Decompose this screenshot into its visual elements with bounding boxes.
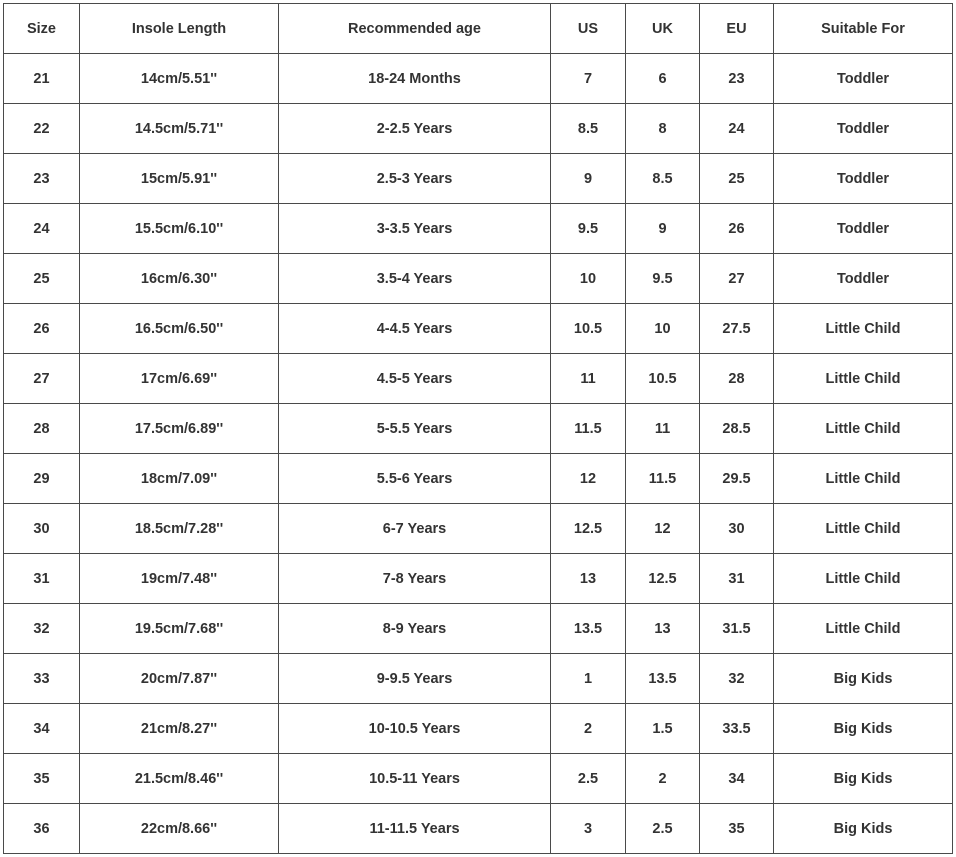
cell-us: 8.5 bbox=[551, 104, 626, 154]
table-row bbox=[4, 754, 953, 804]
cell-uk: 10 bbox=[626, 304, 700, 354]
cell-insole-length: 14.5cm/5.71'' bbox=[80, 104, 279, 154]
cell-size: 32 bbox=[4, 604, 80, 654]
cell-us: 2.5 bbox=[551, 754, 626, 804]
cell-us: 1 bbox=[551, 654, 626, 704]
column-header-size: Size bbox=[4, 4, 80, 54]
table-row bbox=[4, 604, 953, 654]
cell-suitable-for: Toddler bbox=[774, 54, 953, 104]
table-row bbox=[4, 704, 953, 754]
cell-eu: 35 bbox=[700, 804, 774, 854]
table-row bbox=[4, 554, 953, 604]
table-body bbox=[4, 54, 953, 854]
table-row bbox=[4, 304, 953, 354]
cell-insole-length: 17cm/6.69'' bbox=[80, 354, 279, 404]
cell-suitable-for: Big Kids bbox=[774, 754, 953, 804]
cell-insole-length: 17.5cm/6.89'' bbox=[80, 404, 279, 454]
cell-suitable-for: Big Kids bbox=[774, 704, 953, 754]
cell-recommended-age: 6-7 Years bbox=[279, 504, 551, 554]
cell-size: 36 bbox=[4, 804, 80, 854]
cell-us: 9 bbox=[551, 154, 626, 204]
cell-us: 3 bbox=[551, 804, 626, 854]
cell-eu: 34 bbox=[700, 754, 774, 804]
cell-recommended-age: 2.5-3 Years bbox=[279, 154, 551, 204]
cell-eu: 23 bbox=[700, 54, 774, 104]
cell-recommended-age: 11-11.5 Years bbox=[279, 804, 551, 854]
cell-insole-length: 14cm/5.51'' bbox=[80, 54, 279, 104]
cell-eu: 33.5 bbox=[700, 704, 774, 754]
cell-size: 35 bbox=[4, 754, 80, 804]
cell-uk: 10.5 bbox=[626, 354, 700, 404]
table-row bbox=[4, 404, 953, 454]
cell-uk: 12 bbox=[626, 504, 700, 554]
table-row bbox=[4, 254, 953, 304]
cell-uk: 9.5 bbox=[626, 254, 700, 304]
cell-recommended-age: 4-4.5 Years bbox=[279, 304, 551, 354]
cell-us: 7 bbox=[551, 54, 626, 104]
cell-size: 21 bbox=[4, 54, 80, 104]
cell-insole-length: 21.5cm/8.46'' bbox=[80, 754, 279, 804]
cell-size: 23 bbox=[4, 154, 80, 204]
cell-us: 9.5 bbox=[551, 204, 626, 254]
column-header-eu: EU bbox=[700, 4, 774, 54]
cell-eu: 31.5 bbox=[700, 604, 774, 654]
cell-recommended-age: 10.5-11 Years bbox=[279, 754, 551, 804]
cell-eu: 26 bbox=[700, 204, 774, 254]
table-row bbox=[4, 454, 953, 504]
cell-size: 28 bbox=[4, 404, 80, 454]
cell-suitable-for: Big Kids bbox=[774, 804, 953, 854]
cell-us: 11.5 bbox=[551, 404, 626, 454]
cell-suitable-for: Little Child bbox=[774, 454, 953, 504]
cell-insole-length: 22cm/8.66'' bbox=[80, 804, 279, 854]
cell-suitable-for: Toddler bbox=[774, 104, 953, 154]
cell-suitable-for: Little Child bbox=[774, 554, 953, 604]
cell-recommended-age: 5.5-6 Years bbox=[279, 454, 551, 504]
table-row bbox=[4, 354, 953, 404]
cell-suitable-for: Big Kids bbox=[774, 654, 953, 704]
cell-recommended-age: 8-9 Years bbox=[279, 604, 551, 654]
table-row bbox=[4, 204, 953, 254]
cell-suitable-for: Toddler bbox=[774, 154, 953, 204]
cell-recommended-age: 9-9.5 Years bbox=[279, 654, 551, 704]
cell-suitable-for: Little Child bbox=[774, 354, 953, 404]
cell-uk: 9 bbox=[626, 204, 700, 254]
cell-uk: 13 bbox=[626, 604, 700, 654]
cell-eu: 32 bbox=[700, 654, 774, 704]
cell-size: 29 bbox=[4, 454, 80, 504]
cell-size: 27 bbox=[4, 354, 80, 404]
cell-recommended-age: 3-3.5 Years bbox=[279, 204, 551, 254]
cell-eu: 27 bbox=[700, 254, 774, 304]
cell-uk: 1.5 bbox=[626, 704, 700, 754]
cell-insole-length: 19cm/7.48'' bbox=[80, 554, 279, 604]
cell-suitable-for: Little Child bbox=[774, 604, 953, 654]
cell-eu: 25 bbox=[700, 154, 774, 204]
cell-uk: 13.5 bbox=[626, 654, 700, 704]
cell-suitable-for: Toddler bbox=[774, 254, 953, 304]
cell-size: 34 bbox=[4, 704, 80, 754]
cell-us: 12 bbox=[551, 454, 626, 504]
column-header-recommended-age: Recommended age bbox=[279, 4, 551, 54]
cell-suitable-for: Little Child bbox=[774, 304, 953, 354]
cell-us: 2 bbox=[551, 704, 626, 754]
cell-size: 26 bbox=[4, 304, 80, 354]
cell-uk: 11 bbox=[626, 404, 700, 454]
column-header-uk: UK bbox=[626, 4, 700, 54]
cell-eu: 30 bbox=[700, 504, 774, 554]
cell-uk: 11.5 bbox=[626, 454, 700, 504]
cell-eu: 27.5 bbox=[700, 304, 774, 354]
cell-eu: 29.5 bbox=[700, 454, 774, 504]
cell-eu: 28.5 bbox=[700, 404, 774, 454]
cell-eu: 28 bbox=[700, 354, 774, 404]
cell-us: 13.5 bbox=[551, 604, 626, 654]
cell-size: 31 bbox=[4, 554, 80, 604]
size-chart-table bbox=[3, 3, 953, 854]
cell-insole-length: 18cm/7.09'' bbox=[80, 454, 279, 504]
column-header-insole-length: Insole Length bbox=[80, 4, 279, 54]
cell-eu: 31 bbox=[700, 554, 774, 604]
table-row bbox=[4, 504, 953, 554]
table-row bbox=[4, 154, 953, 204]
cell-insole-length: 15.5cm/6.10'' bbox=[80, 204, 279, 254]
column-header-us: US bbox=[551, 4, 626, 54]
cell-uk: 6 bbox=[626, 54, 700, 104]
cell-insole-length: 20cm/7.87'' bbox=[80, 654, 279, 704]
table-row bbox=[4, 804, 953, 854]
cell-recommended-age: 4.5-5 Years bbox=[279, 354, 551, 404]
cell-insole-length: 18.5cm/7.28'' bbox=[80, 504, 279, 554]
cell-uk: 8 bbox=[626, 104, 700, 154]
cell-uk: 12.5 bbox=[626, 554, 700, 604]
cell-us: 13 bbox=[551, 554, 626, 604]
cell-insole-length: 19.5cm/7.68'' bbox=[80, 604, 279, 654]
table-row bbox=[4, 654, 953, 704]
cell-insole-length: 15cm/5.91'' bbox=[80, 154, 279, 204]
cell-uk: 8.5 bbox=[626, 154, 700, 204]
column-header-suitable-for: Suitable For bbox=[774, 4, 953, 54]
cell-us: 10 bbox=[551, 254, 626, 304]
table-row bbox=[4, 104, 953, 154]
cell-recommended-age: 10-10.5 Years bbox=[279, 704, 551, 754]
cell-us: 11 bbox=[551, 354, 626, 404]
table-header-row bbox=[4, 4, 953, 54]
cell-recommended-age: 3.5-4 Years bbox=[279, 254, 551, 304]
cell-uk: 2 bbox=[626, 754, 700, 804]
cell-size: 33 bbox=[4, 654, 80, 704]
cell-recommended-age: 7-8 Years bbox=[279, 554, 551, 604]
cell-size: 22 bbox=[4, 104, 80, 154]
cell-recommended-age: 18-24 Months bbox=[279, 54, 551, 104]
cell-insole-length: 16.5cm/6.50'' bbox=[80, 304, 279, 354]
cell-suitable-for: Little Child bbox=[774, 404, 953, 454]
cell-uk: 2.5 bbox=[626, 804, 700, 854]
cell-size: 24 bbox=[4, 204, 80, 254]
cell-insole-length: 21cm/8.27'' bbox=[80, 704, 279, 754]
cell-recommended-age: 2-2.5 Years bbox=[279, 104, 551, 154]
cell-us: 10.5 bbox=[551, 304, 626, 354]
cell-suitable-for: Little Child bbox=[774, 504, 953, 554]
cell-recommended-age: 5-5.5 Years bbox=[279, 404, 551, 454]
cell-size: 30 bbox=[4, 504, 80, 554]
cell-us: 12.5 bbox=[551, 504, 626, 554]
table-row bbox=[4, 54, 953, 104]
cell-suitable-for: Toddler bbox=[774, 204, 953, 254]
cell-eu: 24 bbox=[700, 104, 774, 154]
cell-size: 25 bbox=[4, 254, 80, 304]
cell-insole-length: 16cm/6.30'' bbox=[80, 254, 279, 304]
